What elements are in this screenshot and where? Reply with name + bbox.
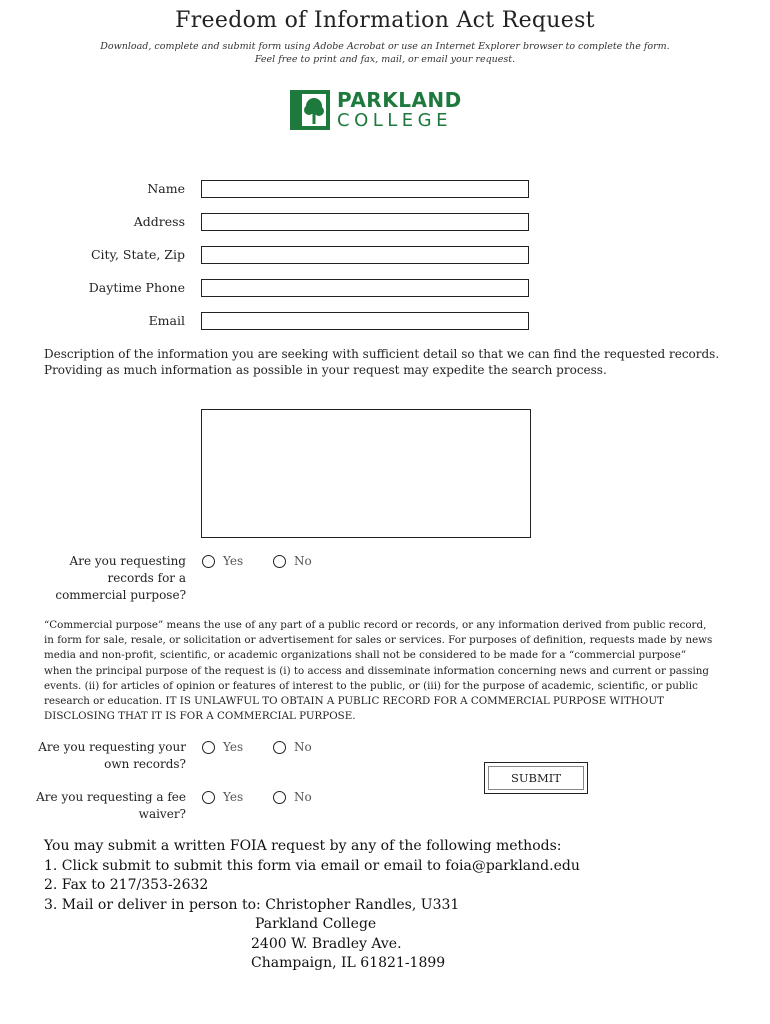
logo-word-college: COLLEGE: [337, 110, 452, 131]
description-instruction-line-2: Providing as much information as possible in your request may expedite the search process.: [44, 363, 607, 377]
commercial-definition: [44, 618, 734, 724]
commercial-no-label: No: [294, 554, 312, 568]
commercial-question-line-3: commercial purpose?: [55, 588, 186, 602]
subtitle-line-1: Download, complete and submit form using Adobe Acrobat or use an Internet Explorer browser to complete the form.: [100, 41, 670, 52]
method-item-3: 3. Mail or deliver in person to: Christopher Randles, U331: [44, 896, 460, 913]
commercial-question-line-2: records for a: [107, 571, 186, 585]
commercial-question-line-1: Are you requesting: [69, 554, 186, 568]
definition-line-6: research or education. IT IS UNLAWFUL TO OBTAIN A PUBLIC RECORD FOR A COMMERCIAL PURPOSE WITHOUT: [44, 695, 664, 708]
definition-line-5: events. (ii) for articles of opinion or features of interest to the public, or (iii) for the purpose of academic, scientific, or public: [44, 679, 698, 692]
address-field[interactable]: [201, 213, 529, 231]
daytime-phone-label: Daytime Phone: [88, 280, 185, 295]
name-label: Name: [147, 181, 185, 196]
own-records-question-line-2: own records?: [104, 757, 186, 771]
own-records-yes-label: Yes: [223, 740, 244, 754]
own-records-question: [30, 739, 186, 773]
email-label: Email: [148, 313, 185, 328]
logo-word-parkland: PARKLAND: [337, 88, 462, 112]
address-label: Address: [133, 214, 185, 229]
own-records-no-label: No: [294, 740, 312, 754]
commercial-question: [30, 553, 186, 604]
commercial-yes-label: Yes: [223, 554, 244, 568]
fee-waiver-question: [30, 789, 186, 823]
fee-waiver-yes-radio[interactable]: [202, 791, 215, 804]
fee-waiver-question-line-1: Are you requesting a fee: [36, 790, 186, 804]
definition-line-2: in form for sale, resale, or solicitation or advertisement for sales or services. For purposes of definition, requests made by news: [44, 634, 713, 647]
fee-waiver-no-label: No: [294, 790, 312, 804]
commercial-no-radio[interactable]: [273, 555, 286, 568]
definition-line-4: when the principal purpose of the request is (i) to access and disseminate information concerning news and current or passing: [44, 664, 710, 677]
commercial-yes-radio[interactable]: [202, 555, 215, 568]
method-item-2: 2. Fax to 217/353-2632: [44, 877, 209, 893]
mail-address-line-2: 2400 W. Bradley Ave.: [251, 935, 402, 952]
fee-waiver-no-radio[interactable]: [273, 791, 286, 804]
own-records-no-radio[interactable]: [273, 741, 286, 754]
subtitle-line-2: Feel free to print and fax, mail, or email your request.: [254, 54, 516, 65]
mail-address-line-3: Champaign, IL 61821-1899: [251, 955, 446, 971]
fee-waiver-yes-label: Yes: [223, 790, 244, 804]
own-records-question-line-1: Are you requesting your: [38, 740, 186, 754]
daytime-phone-field[interactable]: [201, 279, 529, 297]
description-instruction-line-1: Description of the information you are seeking with sufficient detail so that we can find the requested records.: [44, 347, 720, 361]
submit-button[interactable]: [484, 762, 588, 794]
page-title: Freedom of Information Act Request: [175, 8, 595, 33]
city-state-zip-label: City, State, Zip: [90, 247, 185, 262]
parkland-college-logo: [290, 90, 480, 134]
method-item-1: 1. Click submit to submit this form via email or email to foia@parkland.edu: [44, 857, 580, 874]
definition-line-1: “Commercial purpose” means the use of any part of a public record or records, or any information derived from public record,: [44, 619, 707, 631]
definition-line-3: media and non-profit, scientific, or academic organizations shall not be considered to be made for a “commercial purpose”: [44, 649, 687, 662]
submission-methods: [44, 837, 580, 974]
name-field[interactable]: [201, 180, 529, 198]
definition-line-7: DISCLOSING THAT IT IS FOR A COMMERCIAL PURPOSE.: [44, 710, 356, 723]
email-field[interactable]: [201, 312, 529, 330]
description-textarea[interactable]: [201, 409, 531, 538]
methods-intro: You may submit a written FOIA request by any of the following methods:: [44, 838, 562, 854]
fee-waiver-question-line-2: waiver?: [138, 807, 186, 821]
own-records-yes-radio[interactable]: [202, 741, 215, 754]
mail-address-line-1: Parkland College: [255, 916, 377, 932]
parkland-tree-icon: [290, 90, 330, 130]
submit-button-label: SUBMIT: [488, 766, 584, 790]
city-state-zip-field[interactable]: [201, 246, 529, 264]
